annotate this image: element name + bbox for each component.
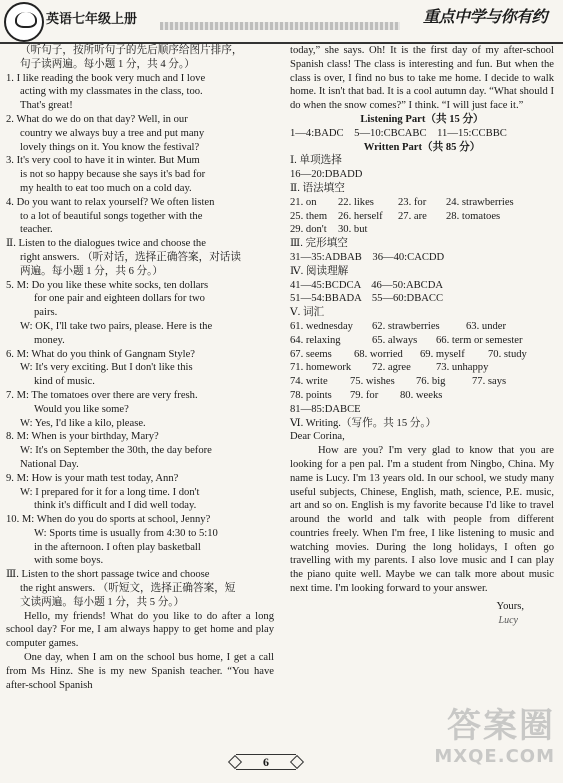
header-decoration bbox=[160, 22, 400, 30]
section-title: Ⅲ. 完形填空 bbox=[290, 238, 348, 250]
watermark-url: MXQE.COM bbox=[434, 746, 555, 767]
answer-line: 51—54:BBADA 55—60:DBACC bbox=[290, 293, 444, 305]
watermark bbox=[405, 706, 555, 776]
page-header bbox=[0, 0, 563, 44]
written-part-heading: Written Part（共 85 分） bbox=[363, 141, 481, 153]
answer-line: 16—20:DBADD bbox=[290, 169, 363, 181]
left-column bbox=[6, 44, 274, 692]
vocab-answer-row: 67. seems 68. worried 69. myself 70. study bbox=[290, 348, 527, 360]
vocab-answer-row: 64. relaxing 65. always 66. term or semester bbox=[290, 334, 523, 346]
letter-salutation: Dear Corina, bbox=[290, 431, 345, 443]
answer-line: 31—35:ADBAB 36—40:CACDD bbox=[290, 251, 445, 263]
vocab-answer-row: 61. wednesday 62. strawberries 63. under bbox=[290, 320, 507, 332]
listening-answers: 1—4:BADC 5—10:CBCABC 11—15:CCBBC bbox=[290, 127, 507, 139]
page-number: 6 bbox=[236, 754, 296, 770]
vocab-answer-row: 78. points 79. for 80. weeks bbox=[290, 389, 443, 401]
intro-line: 句子读两遍。每小题 1 分，共 4 分。） bbox=[20, 58, 195, 70]
answer-line: 81—85:DABCE bbox=[290, 403, 361, 415]
series-title: 重点中学与你有约 bbox=[422, 7, 547, 26]
intro-line: （听句子，按所听句子的先后顺序给图片排序， bbox=[20, 45, 243, 56]
answer-line: 41—45:BCDCA 46—50:ABCDA bbox=[290, 279, 444, 291]
watermark-text: 答案圈 bbox=[447, 706, 555, 746]
dialogue-9: 9. M: How is your math test today, Ann? W: I prepared for it for a long time. I don't think it's difficult and I did well today. bbox=[6, 472, 200, 512]
vocab-answer-row: 71. homework 72. agree 73. unhappy bbox=[290, 362, 489, 374]
sentence-item-4: 4. Do you want to relax yourself? We often listen to a lot of beautiful songs together with the teacher. bbox=[6, 196, 215, 236]
dialogue-6: 6. M: What do you think of Gangnam Style? W: It's very exciting. But I don't like this kind of music. bbox=[6, 348, 195, 388]
section-title: Ⅰ. 单项选择 bbox=[290, 155, 342, 167]
dialogue-8: 8. M: When is your birthday, Mary? W: It's on September the 30th, the day before National Day. bbox=[6, 431, 212, 470]
passage-continuation: today,” she says. Oh! It is the first day of my after-school Spanish class! The class is interesting and fun. But when the class is over, I find no bus to take me home. I decide to walk home. It isn't that bad. It is a cool autumn day. “What should I do when the snow comes?” I think. “I will just face it.” bbox=[290, 45, 554, 112]
passage-paragraph: Hello, my friends! What do you like to do after a long school day? For me, I am always happy to get home and play computer games. bbox=[6, 610, 274, 650]
letter-signature: Lucy bbox=[498, 614, 518, 626]
section-title: Ⅵ. Writing.（写作。共 15 分。） bbox=[290, 417, 437, 429]
dialogue-5: 5. M: Do you like these white socks, ten dollars for one pair and eighteen dollars for two pairs. W: OK, I'll take two pairs, please. Here is the money. bbox=[6, 279, 213, 346]
passage-paragraph: One day, when I am on the school bus home, I get a call from Ms Hinz. She is my new Spanish teacher. “You have after-school Spanish bbox=[6, 652, 274, 691]
section-title: Ⅴ. 词汇 bbox=[290, 307, 325, 319]
school-logo-icon bbox=[4, 2, 44, 42]
letter-body: How are you? I'm very glad to know that you are looking for a pen pal. I'm a student from Ningbo, China. My name is Lucy. I'm 13 years old. In our school, we study many useful subjects, Chinese, English, math, science, P.E. music, art and so on. English is my favorite because I'd like to travel around the world and talk with people from different countries freely. When I'm free, I like listening to music and watching movies. During the long holidays, I often go travelling with my parents. I also love music and I can play the piano quite well. Maybe we can talk more about music next time. I'm looking forward to your answer. bbox=[290, 445, 554, 595]
letter-closing: Yours, bbox=[496, 600, 524, 612]
grammar-answer-row: 25. them 26. herself 27. are 28. tomatoes bbox=[290, 210, 501, 222]
sentence-item-1: 1. I like reading the book very much and I love acting with my classmates in the class, too. That's great! bbox=[6, 72, 206, 112]
book-title: 英语七年级上册 bbox=[46, 12, 138, 27]
section-2-heading: Ⅱ. Listen to the dialogues twice and choose the right answers. （听对话，选择正确答案，对话读 两遍。每小题 1 分，共 6 分。） bbox=[6, 238, 241, 277]
dialogue-10: 10. M: When do you do sports at school, Jenny? W: Sports time is usually from 4:30 to 5:10 in the afternoon. I often play basketball with some boys. bbox=[6, 514, 218, 567]
vocab-answer-row: 74. write 75. wishes 76. big 77. says bbox=[290, 376, 507, 388]
sentence-item-2: 2. What do we do on that day? Well, in our country we always buy a tree and put many lovely things on it. You know the festival? bbox=[6, 113, 205, 153]
dialogue-7: 7. M: The tomatoes over there are very fresh. Would you like some? W: Yes, I'd like a kilo, please. bbox=[6, 389, 198, 429]
right-column bbox=[290, 44, 554, 627]
grammar-answer-row: 29. don't 30. but bbox=[290, 224, 368, 236]
listening-part-heading: Listening Part（共 15 分） bbox=[360, 113, 484, 125]
sentence-item-3: 3. It's very cool to have it in winter. But Mum is not so happy because she says it's bad for my health to eat too much on a cold day. bbox=[6, 155, 206, 194]
grammar-answer-row: 21. on 22. likes 23. for 24. strawberries bbox=[290, 196, 514, 208]
section-title: Ⅱ. 语法填空 bbox=[290, 182, 345, 194]
section-title: Ⅳ. 阅读理解 bbox=[290, 265, 349, 277]
section-3-heading: Ⅲ. Listen to the short passage twice and choose the right answers. （听短文，选择正确答案，短 文读两遍。每小题 1 分，共 5 分。） bbox=[6, 569, 236, 608]
